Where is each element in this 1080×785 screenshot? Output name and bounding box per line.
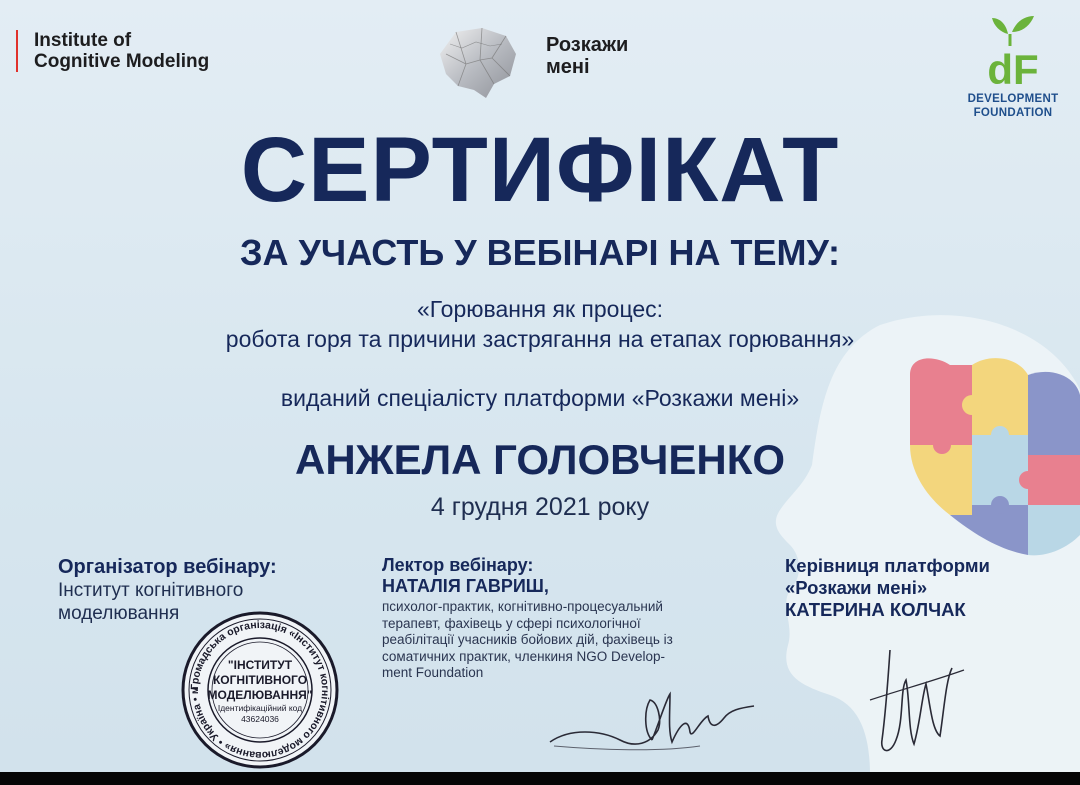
- head-of-platform-block: [785, 555, 1075, 621]
- stamp-center-line1: "ІНСТИТУТ: [227, 658, 293, 672]
- stamp-center-line3: МОДЕЛЮВАННЯ": [207, 688, 313, 702]
- tell-me-logo-text: [546, 34, 628, 78]
- lecturer-name: НАТАЛІЯ ГАВРИШ,: [382, 576, 549, 596]
- certificate-title: СЕРТИФІКАТ: [240, 119, 840, 221]
- tell-me-logo-line2: мені: [546, 56, 590, 78]
- organizer-name-line1: Інститут когнітивного: [58, 580, 244, 601]
- organization-stamp: [180, 610, 340, 770]
- stamp-id-code: 43624036: [241, 714, 279, 724]
- institute-logo-line1: Institute of: [34, 30, 132, 51]
- bottom-bar: [0, 772, 1080, 785]
- webinar-topic-line2: робота горя та причини застрягання на етапах горювання»: [225, 326, 855, 352]
- brain-sculpture-icon: [436, 24, 522, 100]
- organizer-heading: Організатор вебінару:: [58, 556, 277, 578]
- stamp-ring-text: Громадська організація «Інститут когнітивного моделювання» • Україна • м: [188, 618, 332, 762]
- certificate-date: 4 грудня 2021 року: [430, 493, 650, 521]
- issued-to-text: виданий спеціалісту платформи «Розкажи мені»: [280, 385, 800, 411]
- lecturer-description-line5: ment Foundation: [382, 665, 484, 680]
- stamp-center-line2: КОГНІТИВНОГО: [212, 673, 308, 687]
- head-of-platform-name: КАТЕРИНА КОЛЧАК: [785, 599, 966, 620]
- df-logo-line1: DEVELOPMENT: [967, 93, 1059, 105]
- recipient-name: АНЖЕЛА ГОЛОВЧЕНКО: [294, 436, 785, 483]
- stamp-id-label: Ідентифікаційний код: [217, 703, 303, 713]
- df-sprout-icon: [978, 12, 1048, 92]
- lecturer-description-line2: терапевт, фахівець у сфері психологічної: [382, 615, 641, 631]
- head-of-platform-heading-line1: Керівниця платформи: [785, 555, 990, 576]
- stamp-center: [180, 658, 340, 725]
- lecturer-description-line1: психолог-практик, когнітивно-процесуальний: [382, 599, 663, 614]
- development-foundation-logo: [958, 12, 1068, 132]
- head-of-platform-signature: [860, 640, 970, 760]
- lecturer-signature: [540, 680, 770, 760]
- lecturer-block: [382, 555, 752, 682]
- df-mark: dF: [987, 46, 1039, 92]
- tell-me-logo: [436, 24, 666, 104]
- webinar-topic: [0, 294, 1080, 354]
- tell-me-logo-line1: Розкажи: [546, 34, 629, 56]
- df-logo-line2: FOUNDATION: [973, 107, 1053, 119]
- institute-logo: [16, 30, 209, 72]
- df-logo-text: [958, 92, 1068, 120]
- lecturer-heading: Лектор вебінару:: [382, 555, 534, 575]
- lecturer-description-line3: реабілітації учасників бойових дій, фахівець із: [382, 632, 673, 647]
- organizer-name-line2: моделювання: [58, 603, 180, 624]
- lecturer-description: [382, 599, 752, 682]
- head-of-platform-heading-line2: «Розкажи мені»: [785, 577, 928, 598]
- certificate-subtitle: ЗА УЧАСТЬ У ВЕБІНАРІ НА ТЕМУ:: [239, 232, 841, 273]
- webinar-topic-line1: «Горювання як процес:: [416, 296, 664, 322]
- institute-logo-line2: Cognitive Modeling: [34, 51, 210, 72]
- lecturer-description-line4: соматичних практик, членкиня NGO Develop-: [382, 648, 666, 664]
